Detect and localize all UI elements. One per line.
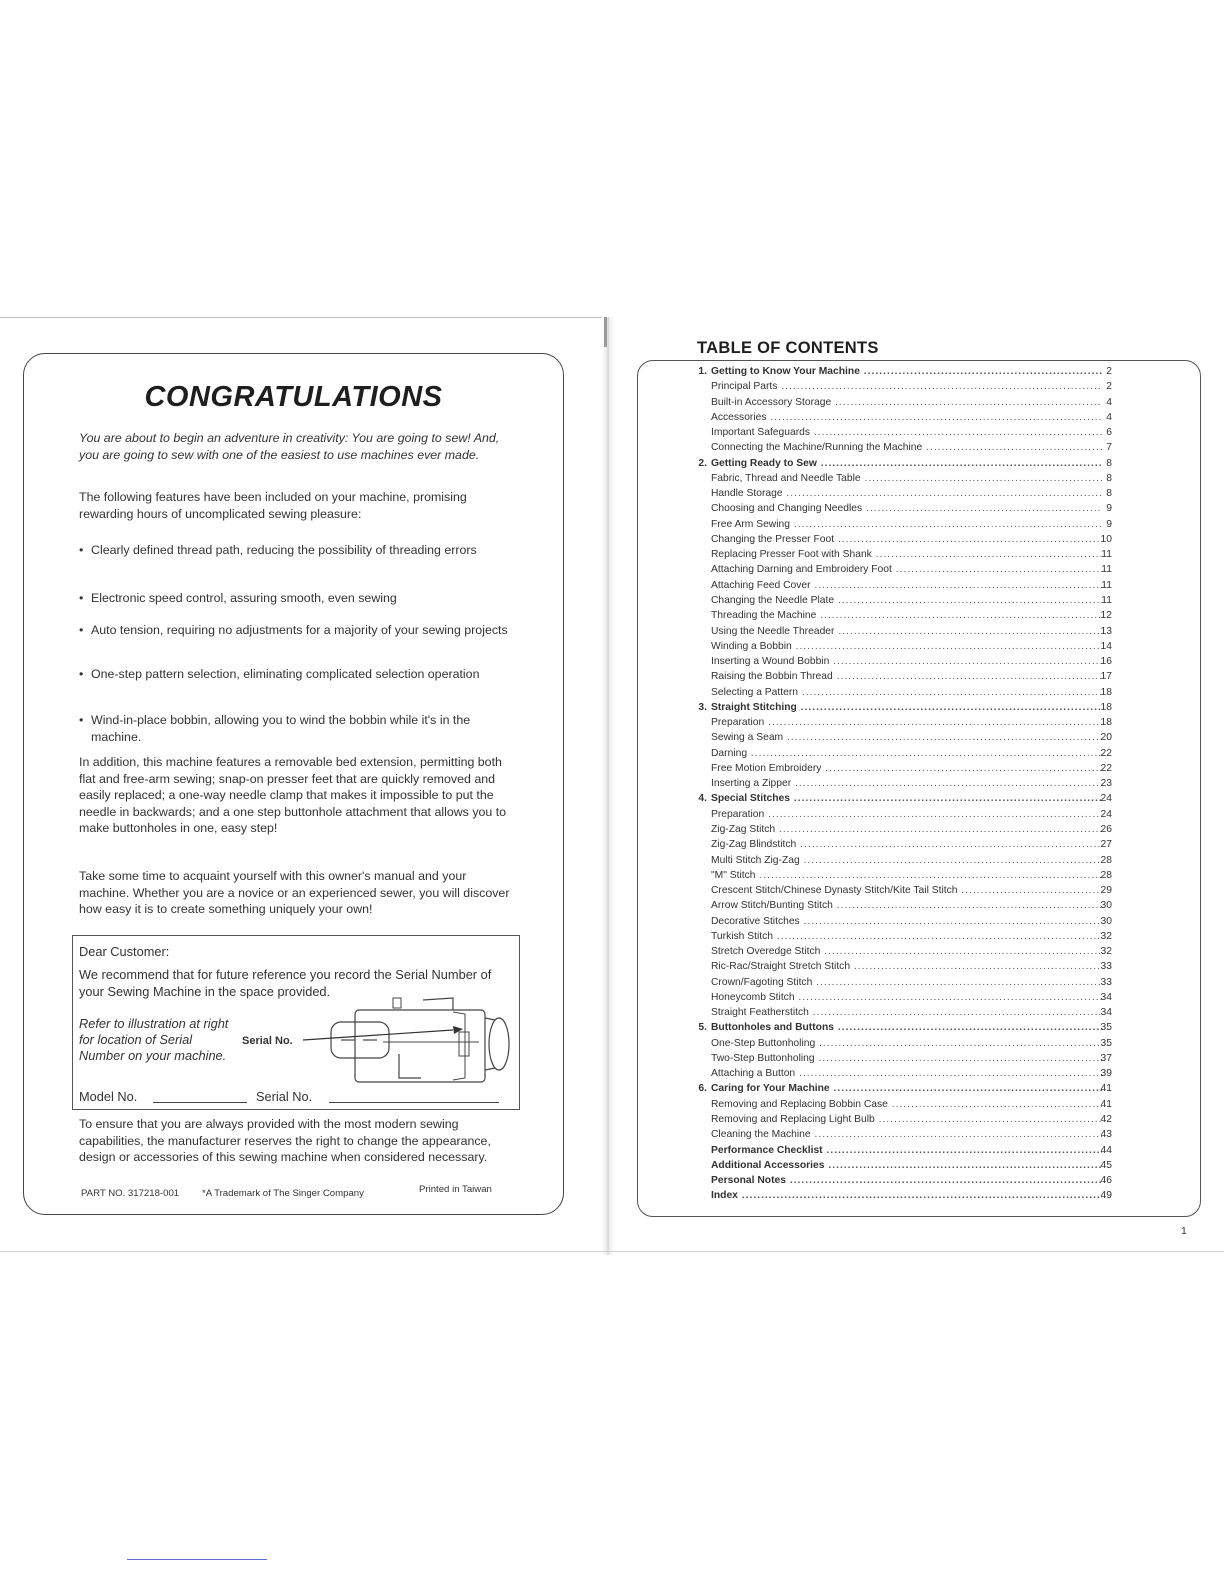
- toc-entry[interactable]: [638, 929, 1200, 944]
- toc-entry[interactable]: [638, 853, 1200, 868]
- toc-entry-page: 2: [1106, 366, 1112, 377]
- toc-entry-title: Preparation .....: [711, 807, 1102, 822]
- toc-list: [638, 364, 1200, 1204]
- toc-entry-page: 30: [1100, 900, 1112, 912]
- feature-item: • Electronic speed control, assuring smooth, even sewing: [79, 591, 397, 605]
- toc-entry[interactable]: [638, 807, 1200, 822]
- toc-entry-title: Principal Parts .....: [711, 379, 1102, 394]
- congratulations-title: CONGRATULATIONS: [144, 381, 443, 413]
- toc-entry-title: Changing the Presser Foot .....: [711, 532, 1102, 547]
- toc-entry-title: Multi Stitch Zig-Zag .....: [711, 853, 1102, 868]
- ensure-paragraph: To ensure that you are always provided with the most modern sewing capabilities, the manufacturer reserves the right to change the appearance, design or accessories of this sewing machine when considered necessary.: [79, 1117, 491, 1164]
- toc-entry-page: 34: [1100, 991, 1112, 1003]
- toc-entry-number: 6.: [698, 1083, 707, 1095]
- trademark-note: *A Trademark of The Singer Company: [202, 1188, 364, 1199]
- toc-entry[interactable]: [638, 1112, 1200, 1127]
- toc-entry-title: Free Arm Sewing .....: [711, 517, 1102, 532]
- toc-entry[interactable]: [638, 379, 1200, 394]
- toc-entry-title: Changing the Needle Plate .....: [711, 593, 1102, 608]
- serial-number-label: Serial No.: [256, 1089, 313, 1104]
- toc-entry-number: 5.: [698, 1022, 707, 1034]
- toc-entry-title: Honeycomb Stitch .....: [711, 990, 1102, 1005]
- page-number: 1: [1181, 1225, 1187, 1237]
- toc-entry[interactable]: [638, 898, 1200, 913]
- toc-entry-page: 11: [1101, 564, 1112, 576]
- toc-entry-page: 49: [1100, 1190, 1112, 1202]
- toc-entry-page: 11: [1101, 579, 1112, 591]
- toc-entry[interactable]: [638, 1005, 1200, 1020]
- toc-entry-page: 37: [1100, 1052, 1112, 1064]
- book-spine: [602, 317, 614, 1255]
- toc-entry-page: 8: [1106, 472, 1112, 484]
- toc-entry[interactable]: [638, 1143, 1200, 1158]
- toc-entry-title: Handle Storage .....: [711, 486, 1102, 501]
- take-time-paragraph: Take some time to acquaint yourself with this owner's manual and your machine. Whether you are a novice or an experienced sewer, you will discover how easy it is to create something uniquely your own!: [79, 869, 510, 916]
- toc-entry-title: Getting Ready to Sew .....: [711, 456, 1102, 471]
- toc-entry-page: 32: [1100, 946, 1112, 958]
- toc-entry-page: 11: [1101, 549, 1112, 561]
- spine-mark: [604, 317, 607, 347]
- underline-mark: [127, 1559, 267, 1560]
- toc-entry[interactable]: [638, 1173, 1200, 1188]
- toc-entry[interactable]: [638, 395, 1200, 410]
- toc-entry-page: 17: [1100, 671, 1112, 683]
- toc-entry-page: 24: [1100, 808, 1112, 820]
- toc-entry-title: Attaching a Button .....: [711, 1066, 1102, 1081]
- toc-entry-number: 3.: [698, 701, 707, 713]
- toc-entry-page: 18: [1100, 717, 1112, 729]
- toc-entry-title: Connecting the Machine/Running the Machine .....: [711, 440, 1102, 455]
- toc-entry[interactable]: [638, 776, 1200, 791]
- toc-entry[interactable]: [638, 440, 1200, 455]
- toc-entry-title: Decorative Stitches .....: [711, 914, 1102, 929]
- toc-entry[interactable]: [638, 959, 1200, 974]
- bullet: •: [79, 713, 84, 727]
- toc-entry-title: Choosing and Changing Needles .....: [711, 501, 1102, 516]
- toc-entry-number: 1.: [698, 366, 707, 377]
- toc-entry[interactable]: [638, 1020, 1200, 1035]
- toc-entry-title: Important Safeguards .....: [711, 425, 1102, 440]
- toc-entry-title: Removing and Replacing Bobbin Case .....: [711, 1097, 1102, 1112]
- toc-entry-title: Built-in Accessory Storage .....: [711, 395, 1102, 410]
- page-top-rule: [0, 317, 604, 318]
- bullet: •: [79, 667, 84, 681]
- toc-entry-title: Special Stitches .....: [711, 791, 1102, 806]
- toc-entry[interactable]: [638, 578, 1200, 593]
- toc-entry-title: Free Motion Embroidery .....: [711, 761, 1102, 776]
- toc-entry-title: Crown/Fagoting Stitch .....: [711, 975, 1102, 990]
- toc-entry-page: 4: [1106, 396, 1112, 408]
- toc-entry[interactable]: [638, 425, 1200, 440]
- toc-entry-page: 8: [1106, 488, 1112, 500]
- toc-entry-title: Fabric, Thread and Needle Table .....: [711, 471, 1102, 486]
- feature-item: • Wind-in-place bobbin, allowing you to wind the bobbin while it's in the machine.: [79, 713, 471, 744]
- toc-entry-page: 22: [1100, 747, 1112, 759]
- congratulations-panel: [23, 353, 564, 1215]
- serial-callout-label: Serial No.: [242, 1035, 293, 1047]
- toc-entry-title: Personal Notes .....: [711, 1173, 1102, 1188]
- toc-entry-title: Threading the Machine .....: [711, 608, 1102, 623]
- toc-entry[interactable]: [638, 837, 1200, 852]
- toc-entry-number: 4.: [698, 793, 707, 805]
- toc-entry-title: Additional Accessories .....: [711, 1158, 1102, 1173]
- toc-entry[interactable]: [638, 1051, 1200, 1066]
- toc-entry-page: 14: [1100, 640, 1112, 652]
- toc-entry-page: 46: [1100, 1175, 1112, 1187]
- part-number: PART NO. 317218-001: [81, 1188, 180, 1199]
- toc-entry-title: Inserting a Zipper .....: [711, 776, 1102, 791]
- toc-entry[interactable]: [638, 562, 1200, 577]
- page-bottom-rule: [0, 1251, 1224, 1252]
- intro-paragraph: You are about to begin an adventure in creativity: You are going to sew! And, you are going to sew with one of the easiest to use machines ever made.: [79, 431, 500, 462]
- toc-entry-title: Getting to Know Your Machine .....: [711, 364, 1102, 379]
- toc-entry-page: 33: [1100, 961, 1112, 973]
- toc-entry[interactable]: [638, 1188, 1200, 1203]
- toc-entry[interactable]: [638, 639, 1200, 654]
- toc-entry-number: 2.: [698, 457, 707, 469]
- toc-entry-title: Buttonholes and Buttons .....: [711, 1020, 1102, 1035]
- toc-entry-page: 29: [1100, 885, 1112, 897]
- toc-entry[interactable]: [638, 608, 1200, 623]
- toc-entry-title: Stretch Overedge Stitch .....: [711, 944, 1102, 959]
- toc-entry-page: 32: [1100, 930, 1112, 942]
- toc-entry-page: 34: [1100, 1007, 1112, 1019]
- toc-entry[interactable]: [638, 700, 1200, 715]
- toc-entry-title: Zig-Zag Blindstitch .....: [711, 837, 1102, 852]
- toc-entry-title: Sewing a Seam .....: [711, 730, 1102, 745]
- toc-entry-page: 39: [1100, 1068, 1112, 1080]
- toc-entry-page: 9: [1106, 518, 1112, 530]
- toc-entry-title: Using the Needle Threader .....: [711, 624, 1102, 639]
- toc-entry[interactable]: [638, 883, 1200, 898]
- toc-entry[interactable]: [638, 1066, 1200, 1081]
- toc-entry-title: Two-Step Buttonholing .....: [711, 1051, 1102, 1066]
- bullet: •: [79, 543, 84, 557]
- toc-entry[interactable]: [638, 1158, 1200, 1173]
- toc-entry-page: 6: [1106, 427, 1112, 439]
- toc-entry[interactable]: [638, 654, 1200, 669]
- toc-entry[interactable]: [638, 990, 1200, 1005]
- toc-entry-title: Darning .....: [711, 746, 1102, 761]
- toc-entry-page: 4: [1106, 411, 1112, 423]
- toc-entry[interactable]: [638, 1036, 1200, 1051]
- toc-entry-title: Preparation .....: [711, 715, 1102, 730]
- toc-entry-page: 18: [1100, 686, 1112, 698]
- toc-entry-title: Inserting a Wound Bobbin .....: [711, 654, 1102, 669]
- printed-in-note: Printed in Taiwan: [419, 1184, 492, 1195]
- toc-title: TABLE OF CONTENTS: [697, 339, 879, 357]
- toc-entry-page: 16: [1100, 656, 1112, 668]
- toc-entry-page: 8: [1106, 457, 1112, 469]
- toc-entry[interactable]: [638, 868, 1200, 883]
- toc-entry[interactable]: [638, 791, 1200, 806]
- toc-entry-page: 2: [1106, 381, 1112, 393]
- toc-entry[interactable]: [638, 410, 1200, 425]
- toc-entry[interactable]: [638, 730, 1200, 745]
- toc-entry-title: Ric-Rac/Straight Stretch Stitch .....: [711, 959, 1102, 974]
- toc-entry-page: 9: [1106, 503, 1112, 515]
- addition-paragraph: In addition, this machine features a removable bed extension, permitting both flat and free-arm sewing; snap-on presser feet that are quickly removed and easily replaced; a one-way needle clamp that makes it impossible to put the needle in backwards; and a one step buttonhole attachment that allows you to make buttonholes in one, easy step!: [79, 755, 507, 835]
- toc-entry[interactable]: [638, 1127, 1200, 1142]
- toc-entry[interactable]: [638, 501, 1200, 516]
- toc-entry-title: Removing and Replacing Light Bulb .....: [711, 1112, 1102, 1127]
- toc-entry-title: Replacing Presser Foot with Shank .....: [711, 547, 1102, 562]
- toc-entry[interactable]: [638, 944, 1200, 959]
- toc-entry[interactable]: [638, 364, 1200, 379]
- toc-entry[interactable]: [638, 761, 1200, 776]
- toc-entry[interactable]: [638, 1081, 1200, 1096]
- toc-entry[interactable]: [638, 593, 1200, 608]
- toc-entry-title: Cleaning the Machine .....: [711, 1127, 1102, 1142]
- model-number-label: Model No.: [79, 1089, 138, 1104]
- serial-number-field[interactable]: [329, 1102, 499, 1103]
- toc-entry-page: 22: [1100, 762, 1112, 774]
- toc-entry[interactable]: [638, 822, 1200, 837]
- toc-entry-title: Attaching Feed Cover .....: [711, 578, 1102, 593]
- customer-recommendation: We recommend that for future reference you record the Serial Number of your Sewing Machine in the space provided.: [79, 967, 492, 999]
- refer-illustration-note: Refer to illustration at right for location of Serial Number on your machine.: [79, 1016, 229, 1063]
- toc-entry-page: 12: [1100, 610, 1112, 622]
- toc-entry-page: 13: [1100, 625, 1112, 637]
- toc-entry-title: Accessories .....: [711, 410, 1102, 425]
- toc-entry-title: Performance Checklist .....: [711, 1143, 1102, 1158]
- toc-entry-page: 7: [1106, 442, 1112, 454]
- toc-entry-title: Crescent Stitch/Chinese Dynasty Stitch/Kite Tail Stitch .....: [711, 883, 1102, 898]
- toc-entry-page: 28: [1100, 869, 1112, 881]
- toc-entry-title: Straight Stitching .....: [711, 700, 1102, 715]
- model-number-field[interactable]: [153, 1102, 247, 1103]
- toc-entry[interactable]: [638, 547, 1200, 562]
- toc-entry-title: "M" Stitch .....: [711, 868, 1102, 883]
- feature-item: • One-step pattern selection, eliminating complicated selection operation: [79, 667, 480, 681]
- toc-entry-page: 41: [1100, 1083, 1112, 1095]
- customer-greeting: Dear Customer:: [79, 944, 170, 959]
- toc-entry-page: 18: [1100, 701, 1112, 713]
- toc-entry-page: 41: [1100, 1098, 1112, 1110]
- toc-entry-title: Caring for Your Machine .....: [711, 1081, 1102, 1096]
- toc-entry-page: 20: [1100, 732, 1112, 744]
- toc-entry-title: Straight Featherstitch .....: [711, 1005, 1102, 1020]
- toc-entry-title: Arrow Stitch/Bunting Stitch .....: [711, 898, 1102, 913]
- toc-entry[interactable]: [638, 685, 1200, 700]
- bullet: •: [79, 623, 84, 637]
- toc-entry-page: 26: [1100, 823, 1112, 835]
- toc-entry-page: 43: [1100, 1129, 1112, 1141]
- toc-entry-page: 23: [1100, 778, 1112, 790]
- toc-entry-title: Winding a Bobbin .....: [711, 639, 1102, 654]
- toc-entry-title: Selecting a Pattern .....: [711, 685, 1102, 700]
- toc-entry-page: 30: [1100, 915, 1112, 927]
- toc-entry-page: 33: [1100, 976, 1112, 988]
- toc-entry[interactable]: [638, 715, 1200, 730]
- toc-entry[interactable]: [638, 532, 1200, 547]
- toc-entry-page: 24: [1100, 793, 1112, 805]
- toc-entry[interactable]: [638, 669, 1200, 684]
- features-intro: The following features have been included on your machine, promising rewarding hours of uncomplicated sewing pleasure:: [79, 490, 467, 521]
- bullet: •: [79, 591, 84, 605]
- toc-entry-page: 27: [1100, 839, 1112, 851]
- toc-entry-title: Attaching Darning and Embroidery Foot .....: [711, 562, 1102, 577]
- toc-entry-title: Zig-Zag Stitch .....: [711, 822, 1102, 837]
- toc-entry-page: 44: [1100, 1144, 1112, 1156]
- toc-entry[interactable]: [638, 517, 1200, 532]
- toc-entry-title: Turkish Stitch .....: [711, 929, 1102, 944]
- toc-entry[interactable]: [638, 471, 1200, 486]
- serial-location-illustration: [303, 992, 513, 1092]
- toc-entry[interactable]: [638, 624, 1200, 639]
- toc-entry-page: 28: [1100, 854, 1112, 866]
- toc-entry-title: Raising the Bobbin Thread .....: [711, 669, 1102, 684]
- toc-entry-page: 35: [1100, 1022, 1112, 1034]
- customer-record-box: [72, 935, 520, 1110]
- feature-item: • Clearly defined thread path, reducing the possibility of threading errors: [79, 543, 477, 557]
- feature-item: • Auto tension, requiring no adjustments for a majority of your sewing projects: [79, 623, 508, 637]
- toc-entry[interactable]: [638, 914, 1200, 929]
- toc-entry-page: 10: [1100, 533, 1112, 545]
- toc-entry-page: 42: [1100, 1114, 1112, 1126]
- toc-entry[interactable]: [638, 456, 1200, 471]
- toc-entry[interactable]: [638, 975, 1200, 990]
- toc-entry-page: 45: [1100, 1159, 1112, 1171]
- toc-entry[interactable]: [638, 486, 1200, 501]
- toc-panel: [637, 360, 1201, 1217]
- toc-entry-title: One-Step Buttonholing .....: [711, 1036, 1102, 1051]
- toc-entry-page: 11: [1101, 594, 1112, 606]
- toc-entry[interactable]: [638, 746, 1200, 761]
- toc-entry-page: 35: [1100, 1037, 1112, 1049]
- toc-entry-title: Index .....: [711, 1188, 1102, 1203]
- toc-entry[interactable]: [638, 1097, 1200, 1112]
